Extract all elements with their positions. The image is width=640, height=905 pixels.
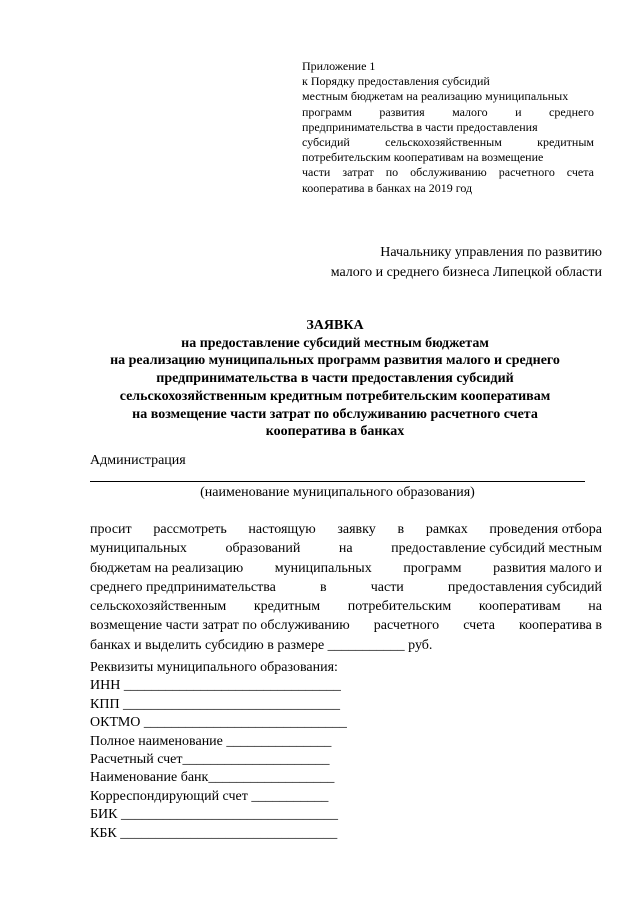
- appendix-line-word: затрат: [342, 165, 374, 180]
- appendix-line: Приложение 1: [302, 59, 376, 73]
- appendix-line: местным бюджетам на реализацию муниципальных: [302, 89, 569, 104]
- paragraph-line-word: муниципальных: [90, 541, 187, 557]
- paragraph-line: [90, 616, 602, 635]
- appendix-line: [302, 165, 594, 180]
- paragraph-line: [90, 520, 602, 539]
- requisite-field: ИНН _______________________________: [90, 678, 341, 694]
- heading-line: сельскохозяйственным кредитным потребительским кооперативам: [119, 388, 551, 404]
- document-heading: [60, 317, 610, 441]
- paragraph-line-word: муниципальных: [274, 560, 372, 576]
- paragraph-line-word: потребительским: [347, 599, 452, 615]
- paragraph-line-word: предоставление субсидий местным: [391, 541, 602, 557]
- appendix-line: [302, 135, 594, 150]
- fill-in-line: [90, 481, 585, 482]
- paragraph-line-word: кредитным: [253, 599, 321, 615]
- paragraph-line-word: кооператива в: [518, 618, 602, 634]
- appendix-line-word: обслуживанию: [410, 165, 487, 180]
- requisite-field: Полное наименование _______________: [90, 733, 332, 749]
- paragraph-line-word: рамках: [425, 522, 468, 537]
- paragraph-line-word: просит: [90, 522, 132, 537]
- heading-line: на предоставление субсидий местным бюджетам: [181, 335, 489, 351]
- requisite-field: КПП _______________________________: [90, 696, 341, 712]
- appendix-line: потребительским кооперативам на возмещение: [302, 150, 544, 165]
- appendix-line: к Порядку предоставления субсидий: [302, 74, 490, 89]
- paragraph-line-word: программ: [403, 560, 462, 576]
- paragraph-line-word: счета: [463, 618, 495, 634]
- heading-line: предпринимательства в части предоставления субсидий: [156, 371, 514, 387]
- heading-line: кооператива в банках: [265, 424, 405, 440]
- appendix-line: кооператива в банках на 2019 год: [302, 180, 473, 195]
- appendix-line-word: по: [385, 165, 399, 180]
- requisite-field: ОКТМО _____________________________: [90, 715, 347, 731]
- heading-line: на возмещение части затрат по обслуживанию расчетного счета: [132, 406, 538, 422]
- paragraph-line-word: бюджетам на реализацию: [90, 560, 244, 576]
- paragraph-line-word: расчетного: [373, 618, 440, 634]
- paragraph-line-word: кооперативам: [478, 599, 561, 615]
- appendix-line-word: кредитным: [537, 135, 594, 150]
- paragraph-line-word: сельскохозяйственным: [90, 599, 227, 615]
- appendix-line-word: субсидий: [302, 135, 350, 150]
- appendix-line-word: счета: [566, 165, 594, 180]
- appendix-line: [302, 105, 594, 120]
- appendix-line-word: сельскохозяйственным: [385, 135, 502, 150]
- appendix-line-word: малого: [452, 104, 488, 119]
- paragraph-line-word: образований: [225, 541, 301, 557]
- appendix-line: предпринимательства в части предоставления: [302, 119, 538, 134]
- requisite-field: КБК _______________________________: [90, 825, 338, 841]
- paragraph-line-word: настоящую: [248, 522, 316, 537]
- requisite-field: Наименование банк__________________: [90, 770, 335, 786]
- paragraph-line: [90, 539, 602, 558]
- paragraph-line-word: части: [370, 579, 404, 595]
- appendix-line-word: среднего: [549, 104, 594, 119]
- requisites-title: Реквизиты муниципального образования:: [90, 660, 338, 675]
- paragraph-line-word: в: [319, 579, 327, 595]
- appendix-line-word: и: [515, 104, 522, 119]
- paragraph-line: банках и выделить субсидию в размере ___________ руб.: [90, 637, 433, 653]
- paragraph-line-word: среднего предпринимательства: [90, 579, 276, 595]
- paragraph-line: [90, 559, 602, 578]
- heading-line: на реализацию муниципальных программ развития малого и среднего: [110, 353, 560, 369]
- addressee-line: Начальнику управления по развитию: [380, 245, 602, 260]
- field-caption: (наименование муниципального образования): [200, 485, 475, 500]
- requisite-field: Корреспондирующий счет ___________: [90, 788, 329, 804]
- document-title: ЗАЯВКА: [306, 318, 364, 333]
- paragraph-line-word: заявку: [337, 522, 376, 537]
- requisite-field: Расчетный счет_____________________: [90, 752, 330, 768]
- paragraph-line: [90, 597, 602, 616]
- requisite-field: БИК _______________________________: [90, 807, 338, 823]
- paragraph-line-word: возмещение части затрат по обслуживанию: [90, 618, 350, 634]
- paragraph-line-word: предоставления субсидий: [447, 579, 602, 595]
- appendix-line-word: части: [302, 165, 331, 180]
- paragraph-line-word: развития малого и: [493, 560, 602, 576]
- request-paragraph: [90, 520, 602, 655]
- paragraph-line-word: на: [338, 541, 353, 557]
- paragraph-line: [90, 578, 602, 597]
- paragraph-line-word: проведения отбора: [489, 522, 602, 537]
- paragraph-line-word: на: [588, 599, 602, 615]
- paragraph-line-word: рассмотреть: [153, 522, 227, 537]
- addressee-block: [292, 243, 602, 283]
- paragraph-line-word: в: [397, 522, 405, 537]
- appendix-line-word: расчетного: [498, 165, 555, 180]
- appendix-line-word: программ: [302, 104, 352, 119]
- administration-label: Администрация: [90, 453, 186, 468]
- appendix-line-word: развития: [379, 104, 425, 119]
- addressee-line: малого и среднего бизнеса Липецкой области: [330, 265, 602, 280]
- requisites-block: [90, 659, 347, 843]
- appendix-note: [302, 59, 594, 196]
